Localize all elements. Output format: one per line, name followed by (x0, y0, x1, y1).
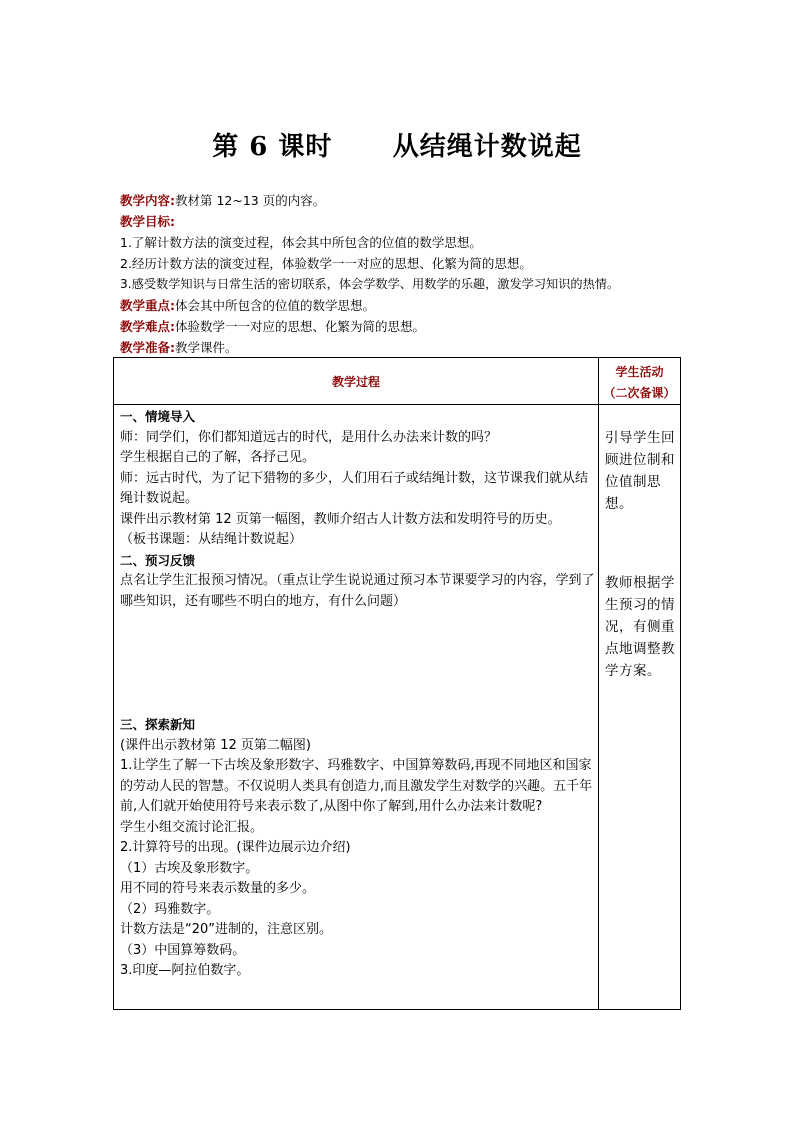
section-3-line: （3）中国算筹数码。 (120, 942, 246, 958)
header-activity (599, 362, 680, 404)
lesson-table (113, 357, 681, 1010)
prep-line (120, 337, 700, 358)
goals-line (120, 211, 700, 232)
content-text: 教材第 12~13 页的内容。 (175, 193, 326, 208)
key-line (120, 295, 700, 316)
section-3-line: 1.让学生了解一下古埃及象形数字、玛雅数字、中国算筹数码,再现不同地区和国家的劳动人民的智慧。不仅说明人类具有创造力,而且激发学生对数学的兴趣。五千年前,人们就开始使用符号来表示数了,从图中你了解到,用什么办法来计数呢? (120, 758, 593, 814)
difficulty-label: 教学难点: (120, 319, 175, 334)
section-3-line: (课件出示教材第 12 页第二幅图) (120, 737, 311, 753)
prep-text: 教学课件。 (175, 340, 238, 355)
section-3-line: 学生小组交流讨论汇报。 (120, 819, 264, 835)
section-2-line: 点名让学生汇报预习情况。（重点让学生说说通过预习本节课要学习的内容，学到了哪些知识，还有哪些不明白的地方，有什么问题） (120, 573, 595, 609)
goal-1: 1.了解计数方法的演变过程，体会其中所包含的位值的数学思想。 (120, 235, 482, 250)
key-label: 教学重点: (120, 298, 175, 313)
section-3-line: 2.计算符号的出现。(课件边展示边介绍) (120, 840, 351, 855)
section-1-title: 一、情境导入 (120, 409, 196, 424)
header-activity-line2: （二次备课） (603, 386, 676, 400)
content-line (120, 190, 700, 211)
section-3-title: 三、探索新知 (120, 717, 196, 732)
section-2-title: 二、预习反馈 (120, 552, 196, 568)
goals-label: 教学目标: (120, 214, 175, 229)
page-title: 第 6 课时 从结绳计数说起 (212, 132, 582, 162)
section-1-line: 师：同学们，你们都知道远古的时代，是用什么办法来计数的吗？ (120, 429, 498, 445)
section-1-line: 学生根据自己的了解，各抒己见。 (120, 450, 316, 465)
key-text: 体会其中所包含的位值的数学思想。 (175, 298, 376, 313)
section-1-line: （板书课题：从结绳计数说起） (120, 532, 303, 547)
section-3-line: 用不同的符号来表示数量的多少。 (120, 881, 316, 896)
lesson-meta (120, 190, 700, 358)
goal-2: 2.经历计数方法的演变过程，体验数学一一对应的思想、化繁为简的思想。 (120, 256, 532, 271)
header-activity-line1: 学生活动 (615, 365, 664, 379)
column-divider (598, 358, 599, 1009)
section-1-line: 师：远古时代，为了记下猎物的多少，人们用石子或结绳计数，这节课我们就从结绳计数说起。 (120, 470, 589, 506)
section-1-line: 课件出示教材第 12 页第一幅图，教师介绍古人计数方法和发明符号的历史。 (120, 511, 561, 527)
difficulty-line (120, 316, 700, 337)
section-3-line: 3.印度—阿拉伯数字。 (120, 963, 250, 978)
section-3-line: （2）玛雅数字。 (120, 901, 220, 917)
content-label: 教学内容: (120, 193, 175, 208)
blank-space (120, 612, 596, 715)
section-3-line: （1）古埃及象形数字。 (120, 860, 259, 876)
goal-3: 3.感受数学知识与日常生活的密切联系，体会学数学、用数学的乐趣，激发学习知识的热情。 (120, 277, 620, 291)
activity-note-2: 教师根据学生预习的情况，有侧重点地调整教学方案。 (605, 575, 675, 679)
activity-note-1: 引导学生回顾进位制和位值制思想。 (605, 430, 675, 512)
section-3-line: 计数方法是“20”进制的，注意区别。 (120, 922, 333, 937)
process-column (120, 407, 596, 982)
header-process: 教学过程 (331, 375, 380, 389)
prep-label: 教学准备: (120, 340, 175, 355)
difficulty-text: 体验数学一一对应的思想、化繁为简的思想。 (175, 319, 426, 334)
